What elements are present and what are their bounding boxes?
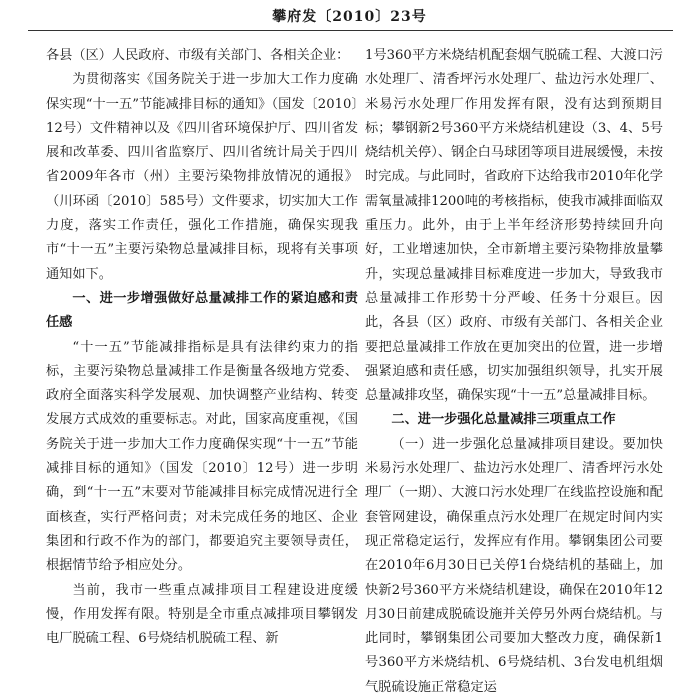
right-column [365, 44, 663, 700]
current-situation-paragraph: 当前，我市一些重点减排项目工程建设进度缓慢，作用发挥有限。特别是全市重点减排项目攀钢发电厂脱硫工程、6号烧结机脱硫工程、新 [46, 582, 358, 647]
salutation: 各县（区）人民政府、市级有关部门、各相关企业： [46, 48, 350, 63]
document-number: 攀府发〔2010〕23号 [272, 9, 427, 25]
intro-paragraph: 为贯彻落实《国务院关于进一步加大工作力度确保实现“十一五”节能减排目标的通知》（国发〔2010〕12号）文件精神以及《四川省环境保护厅、四川省发展和改革委、四川省监察厅、四川省统计局关于四川省2009年各市（州）主要污染物排放情况的通报》（川环函〔2010〕585号）文件要求，切实加大工作力度，落实工作责任，强化工作措施，确保实现我市“十一五”主要污染物总量减排目标，现将有关事项通知如下。 [46, 72, 358, 282]
current-situation-continued: 1号360平方米烧结机配套烟气脱硫工程、大渡口污水处理厂、清香坪污水处理厂、盐边污水处理厂、米易污水处理厂作用发挥有限，没有达到预期目标；攀钢新2号360平方米烧结机建设（3、4、5号烧结机关停）、钢企白马球团等项目进展缓慢，未按时完成。与此同时，省政府下达给我市2010年化学需氧量减排1200吨的考核指标，使我市减排面临双重压力。此外，由于上半年经济形势持续回升向好，工业增速加快，全市新增主要污染物排放量攀升，实现总量减排目标难度进一步加大，导致我市总量减排工作形势十分严峻、任务十分艰巨。因此，各县（区）政府、市级有关部门、各相关企业要把总量减排工作放在更加突出的位置，进一步增强紧迫感和责任感，切实加强组织领导，扎实开展总量减排攻坚，确保实现“十一五”总量减排目标。 [365, 48, 663, 404]
left-column [46, 44, 358, 651]
section-heading-1: 一、进一步增强做好总量减排工作的紧迫感和责任感 [46, 290, 358, 331]
section-heading-2: 二、进一步强化总量减排三项重点工作 [391, 412, 616, 428]
section-2-paragraph: （一）进一步强化总量减排项目建设。要加快米易污水处理厂、盐边污水处理厂、清香坪污水处理厂（一期）、大渡口污水处理厂在线监控设施和配套管网建设，确保重点污水处理厂在规定时间内实现正常稳定运行，发挥应有作用。攀钢集团公司要在2010年6月30日已关停1台烧结机的基础上，加快新2号360平方米烧结机建设，确保在2010年12月30日前建成脱硫设施并关停另外两台烧结机。与此同时，攀钢集团公司要加大整改力度，确保新1号360平方米烧结机、6号烧结机、3台发电机组烟气脱硫设施正常稳定运 [365, 436, 663, 695]
section-1-paragraph: “十一五”节能减排指标是具有法律约束力的指标，主要污染物总量减排工作是衡量各级地方党委、政府全面落实科学发展观、加快调整产业结构、转变发展方式成效的重要标志。对此，国家高度重视，《国务院关于进一步加大工作力度确保实现“十一五”节能减排目标的通知》（国发〔2010〕12号）进一步明确，到“十一五”末要对节能减排目标完成情况进行全面核查，实行严格问责；对未完成任务的地区、企业集团和行政不作为的部门，都要追究主要领导责任，根据情节给予相应处分。 [46, 339, 358, 574]
header-divider [28, 30, 673, 31]
